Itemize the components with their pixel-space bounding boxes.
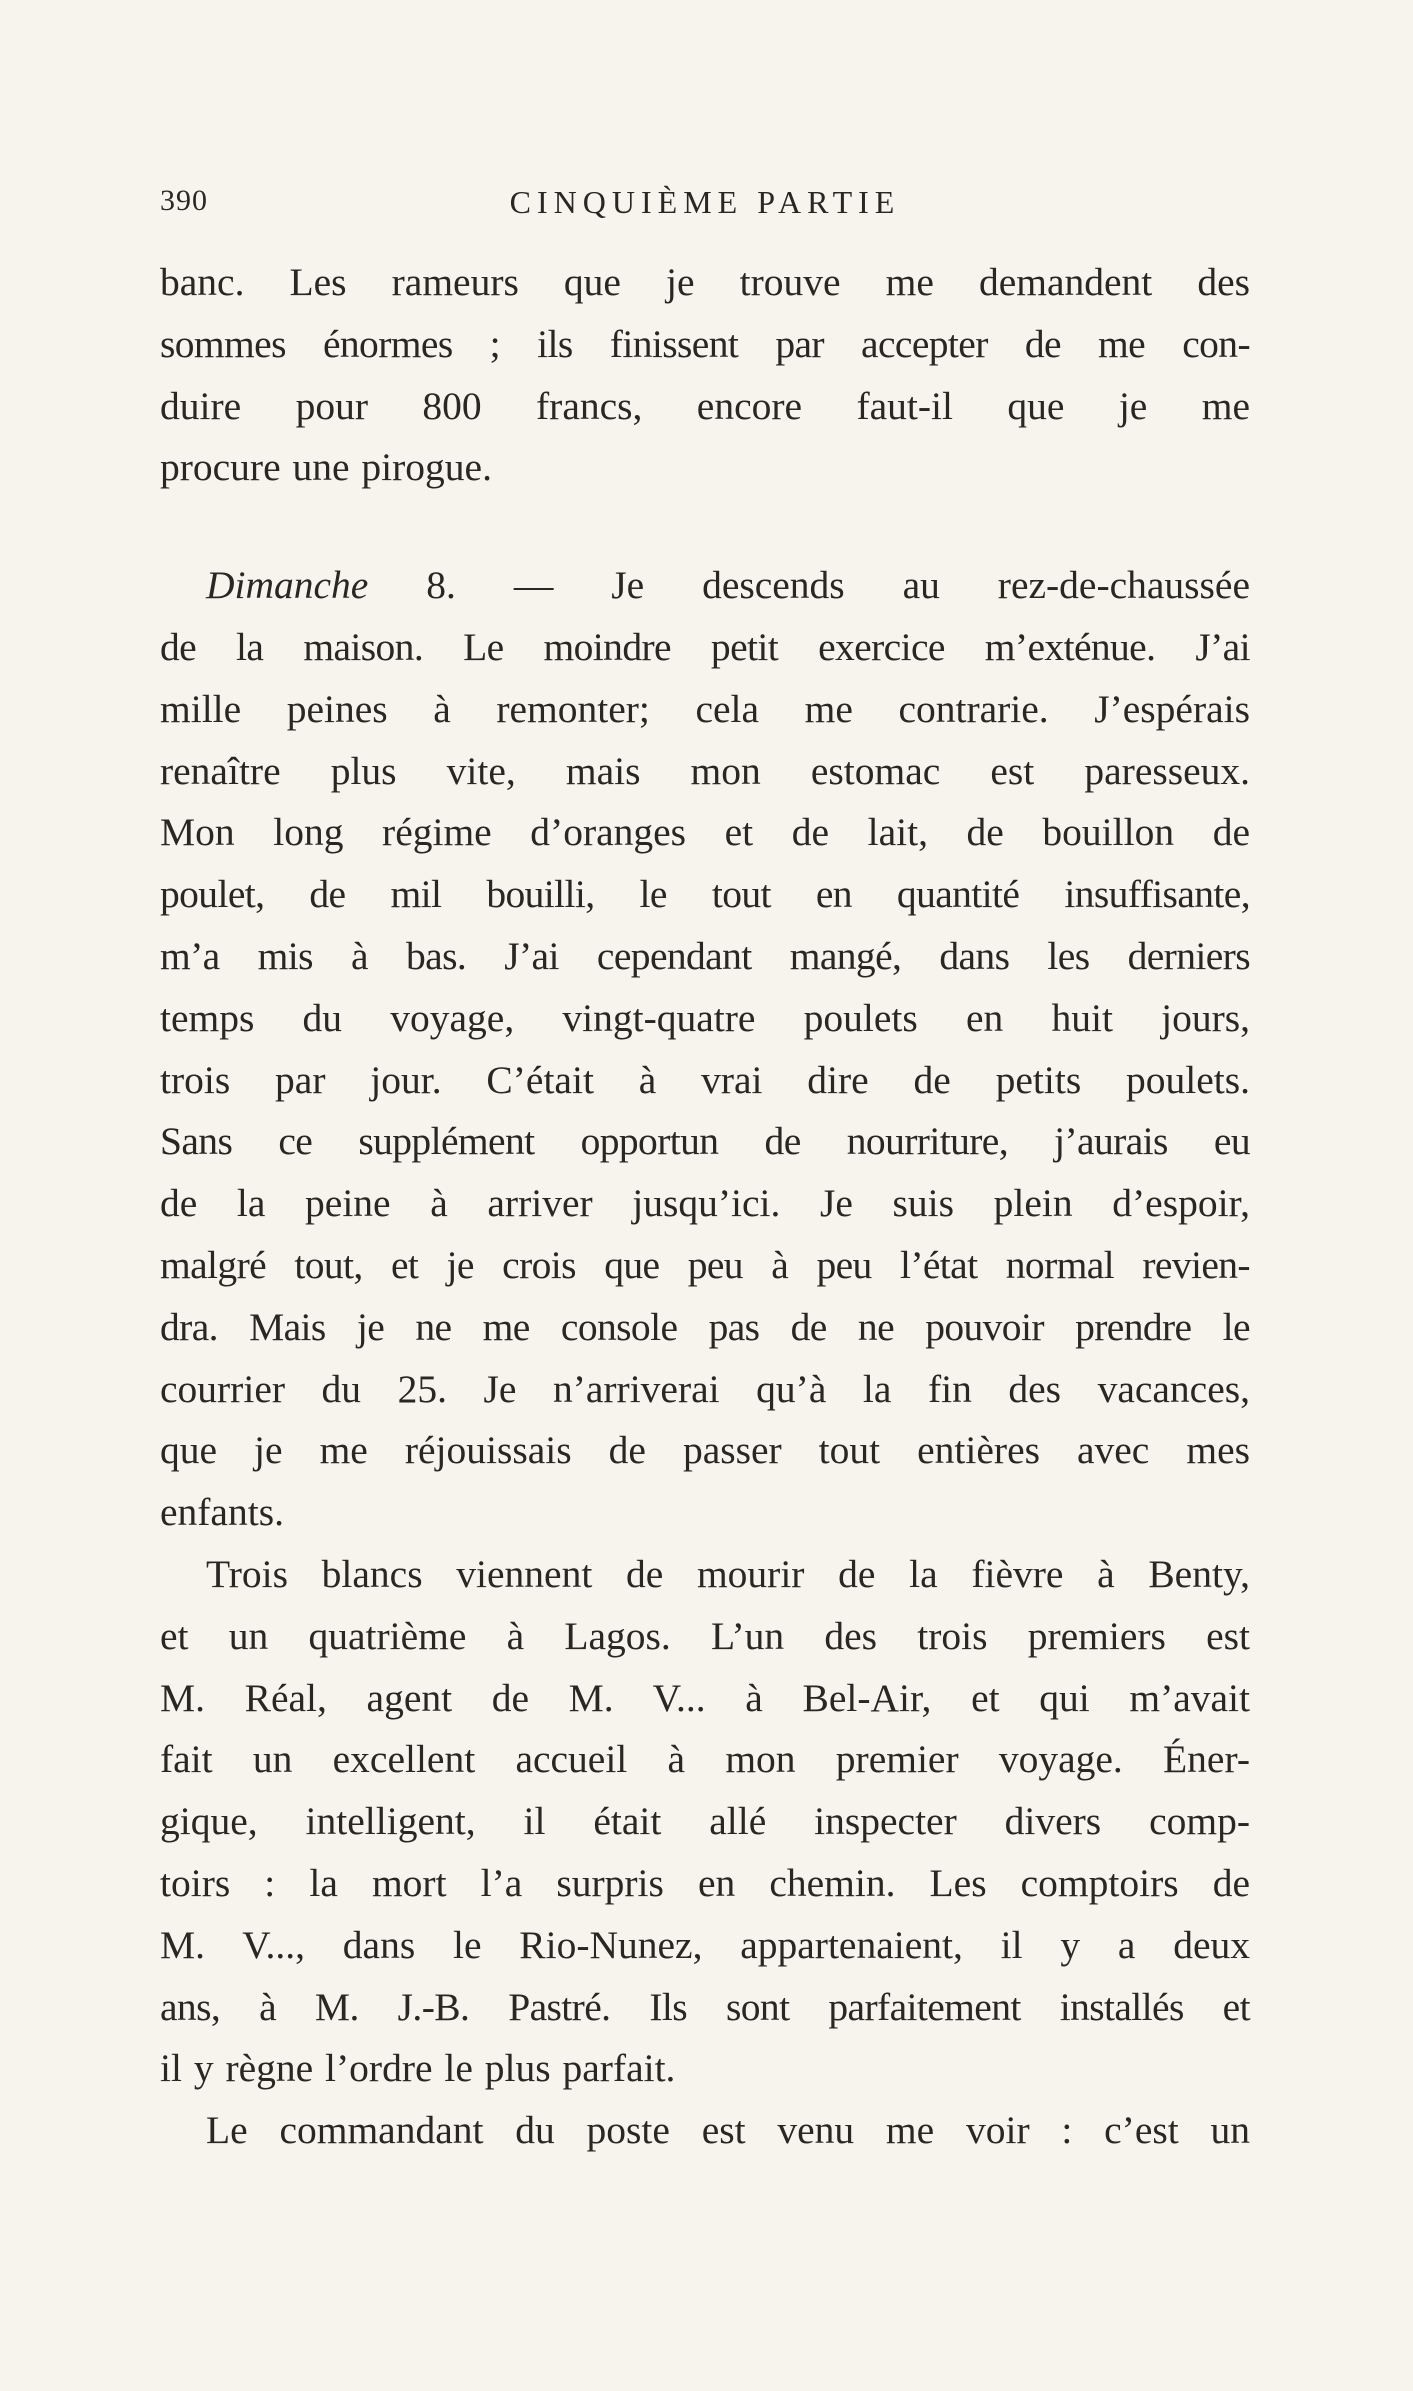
text-line: renaître plus vite, mais mon estomac est paresseux. bbox=[160, 748, 1250, 793]
text-line: il y règne l’ordre le plus parfait. bbox=[160, 2046, 676, 2091]
date-label: Dimanche bbox=[206, 563, 369, 608]
text-line: fait un excellent accueil à mon premier voyage. Éner- bbox=[160, 1737, 1250, 1782]
text-line: sommes énormes ; ils finissent par accepter de me con- bbox=[160, 321, 1250, 366]
text-line: et un quatrième à Lagos. L’un des trois premiers est bbox=[160, 1613, 1250, 1658]
paragraph-1 bbox=[160, 252, 1250, 499]
page-number: 390 bbox=[160, 184, 208, 217]
text-line: de la maison. Le moindre petit exercice m’exténue. J’ai bbox=[160, 624, 1250, 669]
text-line: M. Réal, agent de M. V... à Bel-Air, et qui m’avait bbox=[160, 1675, 1250, 1720]
text-line: m’a mis à bas. J’ai cependant mangé, dans les derniers bbox=[160, 933, 1250, 978]
text-line: poulet, de mil bouilli, le tout en quantité insuffisante, bbox=[160, 872, 1250, 917]
text-line: Mon long régime d’oranges et de lait, de bouillon de bbox=[160, 810, 1250, 855]
text-line: malgré tout, et je crois que peu à peu l’état normal revien- bbox=[160, 1242, 1250, 1287]
text-line: dra. Mais je ne me console pas de ne pouvoir prendre le bbox=[160, 1304, 1250, 1349]
body-text bbox=[160, 252, 1250, 2162]
text-line: gique, intelligent, il était allé inspecter divers comp- bbox=[160, 1799, 1250, 1844]
text-line: Sans ce supplément opportun de nourriture, j’aurais eu bbox=[160, 1119, 1250, 1164]
running-title: CINQUIÈME PARTIE bbox=[509, 184, 901, 220]
text-line: temps du voyage, vingt-quatre poulets en huit jours, bbox=[160, 995, 1250, 1040]
section-gap bbox=[160, 499, 1250, 555]
text-line: mille peines à remonter; cela me contrarie. J’espérais bbox=[160, 686, 1250, 731]
text-line: duire pour 800 francs, encore faut-il que je me bbox=[160, 383, 1250, 428]
paragraph-4 bbox=[160, 2100, 1250, 2162]
paragraph-3 bbox=[160, 1544, 1250, 2100]
text-line: procure une pirogue. bbox=[160, 445, 492, 490]
running-header bbox=[160, 184, 1250, 236]
text-fragment: 8. — Je descends au rez-de-chaussée bbox=[368, 563, 1250, 608]
text-line: banc. Les rameurs que je trouve me demandent des bbox=[160, 260, 1250, 304]
text-line: trois par jour. C’était à vrai dire de petits poulets. bbox=[160, 1057, 1250, 1102]
text-line: Trois blancs viennent de mourir de la fièvre à Benty, bbox=[206, 1551, 1250, 1596]
text-line: que je me réjouissais de passer tout entières avec mes bbox=[160, 1428, 1250, 1473]
text-line: ans, à M. J.-B. Pastré. Ils sont parfaitement installés et bbox=[160, 1984, 1250, 2029]
text-line bbox=[160, 555, 1250, 617]
text-line: M. V..., dans le Rio-Nunez, appartenaient, il y a deux bbox=[160, 1922, 1250, 1967]
text-line: enfants. bbox=[160, 1490, 284, 1535]
text-line: de la peine à arriver jusqu’ici. Je suis plein d’espoir, bbox=[160, 1181, 1250, 1226]
text-line: Le commandant du poste est venu me voir : c’est un bbox=[206, 2108, 1250, 2153]
text-line: courrier du 25. Je n’arriverai qu’à la fin des vacances, bbox=[160, 1366, 1250, 1411]
paragraph-2 bbox=[160, 555, 1250, 1544]
text-line: toirs : la mort l’a surpris en chemin. Les comptoirs de bbox=[160, 1860, 1250, 1905]
